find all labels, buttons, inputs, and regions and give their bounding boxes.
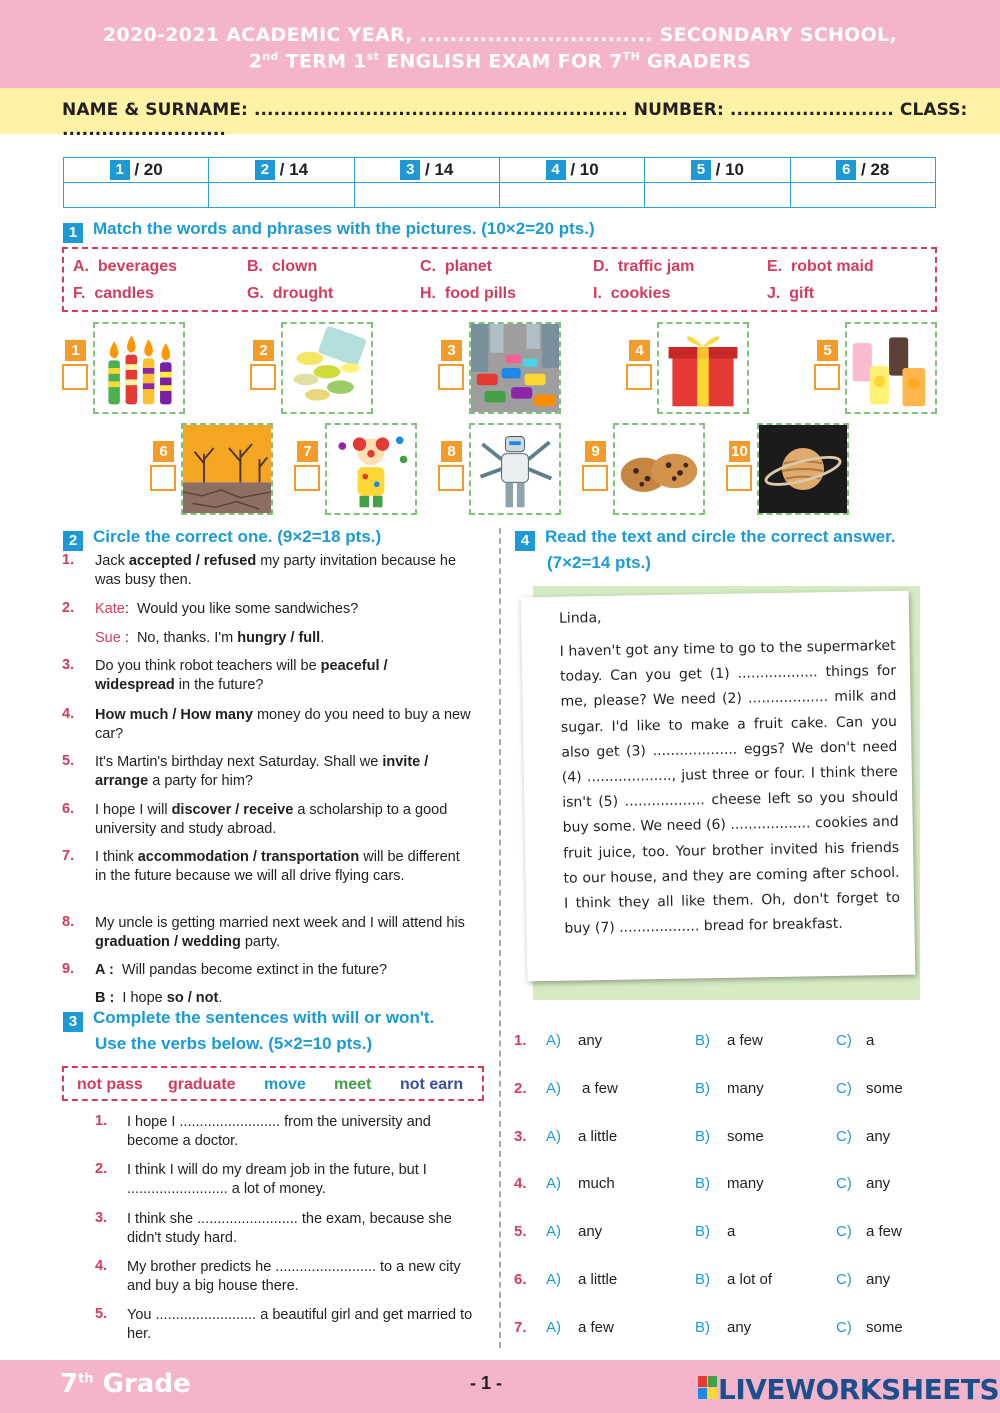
s3-question-3[interactable]: I think she ......................... the exam, because she didn't study hard. xyxy=(127,1211,452,1246)
exam-header xyxy=(0,0,1000,88)
candles-picture xyxy=(93,322,185,414)
header-line-2: 2nd TERM 1st ENGLISH EXAM FOR 7TH GRADERS xyxy=(248,50,752,73)
answer-number-3: 3. xyxy=(514,1128,527,1145)
answer-2-b[interactable]: many xyxy=(727,1080,764,1097)
s2-question-number-5: 5. xyxy=(62,753,75,769)
s2-question-number-4: 4. xyxy=(62,706,75,722)
s3-question-number-1: 1. xyxy=(95,1113,108,1129)
answer-1-b[interactable]: a few xyxy=(727,1032,763,1049)
s2-question-1: Jack accepted / refused my party invitation because he was busy then. xyxy=(95,553,457,588)
word-a: A. beverages xyxy=(73,258,178,275)
s3-question-number-3: 3. xyxy=(95,1210,108,1226)
gift-picture xyxy=(657,322,749,414)
s2-question-number-9: 9. xyxy=(62,961,75,977)
score-cell-2[interactable] xyxy=(209,183,354,208)
answer-box-2[interactable] xyxy=(250,364,276,390)
s3-question-number-5: 5. xyxy=(95,1306,108,1322)
liveworksheets-logo[interactable]: LIVEWORKSHEETS xyxy=(718,1373,1000,1406)
s2-question-number-8: 8. xyxy=(62,914,75,930)
verb-not-pass: not pass xyxy=(77,1076,143,1093)
option-label-a: A) xyxy=(546,1032,561,1049)
score-header-1: 1 / 20 xyxy=(64,158,209,183)
liveworksheets-icon xyxy=(698,1376,718,1400)
s2-question-number-7: 7. xyxy=(62,848,75,864)
score-cell-1[interactable] xyxy=(64,183,209,208)
s2-question-9-line-1: A : Will pandas become extinct in the future? xyxy=(95,962,388,978)
word-c: C. planet xyxy=(420,258,493,275)
answer-4-a[interactable]: much xyxy=(578,1175,615,1192)
answer-box-4[interactable] xyxy=(626,364,652,390)
answer-box-3[interactable] xyxy=(438,364,464,390)
word-d: D. traffic jam xyxy=(593,258,695,275)
answer-7-c[interactable]: some xyxy=(866,1319,903,1336)
score-header-5: 5 / 10 xyxy=(645,158,790,183)
traffic-jam-picture xyxy=(469,322,561,414)
student-info-fields[interactable]: NAME & SURNAME: ......................................................... NUMBER: ......................... CLASS: ......................... xyxy=(62,100,968,140)
answer-number-6: 6. xyxy=(514,1271,527,1288)
answer-box-6[interactable] xyxy=(150,465,176,491)
s2-question-2-line-1: Kate: Would you like some sandwiches? xyxy=(95,601,359,617)
s2-question-number-6: 6. xyxy=(62,801,75,817)
grade-label: 7th Grade xyxy=(60,1369,191,1399)
option-label-c: C) xyxy=(836,1175,852,1192)
answer-number-7: 7. xyxy=(514,1319,527,1336)
word-g: G. drought xyxy=(247,285,334,302)
section-4-title: 4 Read the text and circle the correct answer. (7×2=14 pts.) xyxy=(515,525,896,574)
picture-number-5: 5 xyxy=(817,340,838,361)
answer-1-a[interactable]: any xyxy=(578,1032,603,1049)
answer-3-b[interactable]: some xyxy=(727,1128,764,1145)
letter-greeting: Linda, xyxy=(558,610,602,627)
score-header-6: 6 / 28 xyxy=(790,158,935,183)
score-header-3: 3 / 14 xyxy=(354,158,499,183)
s2-question-8: My uncle is getting married next week and I will attend his graduation / wedding party. xyxy=(95,915,465,950)
answer-2-a[interactable]: a few xyxy=(582,1080,618,1097)
s3-question-1[interactable]: I hope I ......................... from the university and become a doctor. xyxy=(127,1114,431,1149)
picture-number-2: 2 xyxy=(253,340,274,361)
choice[interactable]: discover / receive xyxy=(171,802,294,818)
option-label-c: C) xyxy=(836,1319,852,1336)
word-b: B. clown xyxy=(247,258,318,275)
option-label-b: B) xyxy=(695,1271,710,1288)
option-label-a: A) xyxy=(546,1319,561,1336)
answer-5-c[interactable]: a few xyxy=(866,1223,902,1240)
s2-question-number-1: 1. xyxy=(62,552,75,568)
option-label-c: C) xyxy=(836,1128,852,1145)
drought-picture xyxy=(181,423,273,515)
s3-question-5[interactable]: You ......................... a beautiful girl and get married to her. xyxy=(127,1307,473,1342)
picture-number-1: 1 xyxy=(65,340,86,361)
beverages-picture xyxy=(845,322,937,414)
answer-4-c[interactable]: any xyxy=(866,1175,891,1192)
column-divider xyxy=(499,528,501,1348)
answer-1-c[interactable]: a xyxy=(866,1032,875,1049)
choice[interactable]: How much / How many xyxy=(95,707,253,723)
student-info-bar xyxy=(0,88,1000,140)
answer-3-c[interactable]: any xyxy=(866,1128,891,1145)
s2-question-5: It's Martin's birthday next Saturday. Shall we invite / arrange a party for him? xyxy=(95,754,429,789)
s2-question-number-3: 3. xyxy=(62,657,75,673)
answer-box-8[interactable] xyxy=(438,465,464,491)
s2-question-number-2: 2. xyxy=(62,600,75,616)
score-table xyxy=(63,157,936,208)
s2-question-4: How much / How many money do you need to buy a new car? xyxy=(95,707,471,742)
answer-box-1[interactable] xyxy=(62,364,88,390)
choice[interactable]: so / not xyxy=(166,990,219,1006)
score-cell-3[interactable] xyxy=(354,183,499,208)
option-label-a: A) xyxy=(546,1271,561,1288)
word-f: F. candles xyxy=(73,285,154,302)
answer-number-5: 5. xyxy=(514,1223,527,1240)
word-h: H. food pills xyxy=(420,285,516,302)
choice[interactable]: accepted / refused xyxy=(128,553,257,569)
page-footer xyxy=(0,1360,1000,1413)
verb-bank xyxy=(62,1066,484,1101)
s2-question-7: I think accommodation / transportation will be different in the future because we will all drive flying cars. xyxy=(95,849,460,884)
option-label-a: A) xyxy=(546,1128,561,1145)
option-label-c: C) xyxy=(836,1223,852,1240)
picture-number-3: 3 xyxy=(441,340,462,361)
answer-5-a[interactable]: any xyxy=(578,1223,603,1240)
s3-question-number-2: 2. xyxy=(95,1161,108,1177)
section-2-title: 2 Circle the correct one. (9×2=18 pts.) xyxy=(63,525,381,551)
word-e: E. robot maid xyxy=(767,258,874,275)
picture-number-4: 4 xyxy=(629,340,650,361)
choice[interactable]: invite / arrange xyxy=(95,754,429,789)
s2-question-6: I hope I will discover / receive a scholarship to a good university and study abroad. xyxy=(95,802,448,837)
option-label-c: C) xyxy=(836,1271,852,1288)
word-j: J. gift xyxy=(767,285,815,302)
option-label-a: A) xyxy=(546,1223,561,1240)
answer-number-4: 4. xyxy=(514,1175,527,1192)
page-number: - 1 - xyxy=(470,1373,503,1393)
picture-number-8: 8 xyxy=(441,441,462,462)
score-cell-6[interactable] xyxy=(790,183,935,208)
letter-note xyxy=(521,591,916,982)
planet-picture xyxy=(757,423,849,515)
option-label-b: B) xyxy=(695,1032,710,1049)
picture-number-9: 9 xyxy=(585,441,606,462)
option-label-b: B) xyxy=(695,1128,710,1145)
option-label-c: C) xyxy=(836,1032,852,1049)
answer-box-5[interactable] xyxy=(814,364,840,390)
section-1-title: 1 Match the words and phrases with the pictures. (10×2=20 pts.) xyxy=(63,217,595,243)
option-label-b: B) xyxy=(695,1175,710,1192)
score-header-2: 2 / 14 xyxy=(209,158,354,183)
answer-box-9[interactable] xyxy=(582,465,608,491)
option-label-a: A) xyxy=(546,1175,561,1192)
answer-7-b[interactable]: any xyxy=(727,1319,752,1336)
s2-question-3: Do you think robot teachers will be peaceful / widespread in the future? xyxy=(95,658,388,693)
option-label-b: B) xyxy=(695,1080,710,1097)
answer-7-a[interactable]: a few xyxy=(578,1319,614,1336)
answer-3-a[interactable]: a little xyxy=(578,1128,618,1145)
answer-box-7[interactable] xyxy=(294,465,320,491)
picture-number-7: 7 xyxy=(297,441,318,462)
score-cell-4[interactable] xyxy=(499,183,644,208)
option-label-b: B) xyxy=(695,1223,710,1240)
answer-2-c[interactable]: some xyxy=(866,1080,903,1097)
cookies-picture xyxy=(613,423,705,515)
picture-number-6: 6 xyxy=(153,441,174,462)
option-label-b: B) xyxy=(695,1319,710,1336)
answer-6-b[interactable]: a lot of xyxy=(727,1271,773,1288)
answer-4-b[interactable]: many xyxy=(727,1175,764,1192)
score-header-4: 4 / 10 xyxy=(499,158,644,183)
choice[interactable]: accommodation / transportation xyxy=(137,849,360,865)
answer-box-10[interactable] xyxy=(726,465,752,491)
verb-graduate: graduate xyxy=(168,1076,236,1093)
clown-picture xyxy=(325,423,417,515)
answer-number-2: 2. xyxy=(514,1080,527,1097)
choice[interactable]: hungry / full xyxy=(237,630,321,646)
letter-body: I haven't got any time to go to the supermarket today. Can you get (1) .................. things for me, please? We need (2) .................. milk and sugar. I'd like to make a fruit cake. Can you also get (3) ................... eggs? We don't need (4) ..................., just three or four. I think there isn't (5) .................. cheese left so you should buy some. We need (6) .................. cookies and fruit juice, too. Your brother invited his friends to our house, and they are coming after school. I think they all like them. Oh, don't forget to buy (7) .................. bread for breakfast. xyxy=(559,637,901,937)
option-label-a: A) xyxy=(546,1080,561,1097)
verb-not-earn: not earn xyxy=(400,1076,464,1093)
picture-number-10: 10 xyxy=(729,441,750,462)
answer-6-c[interactable]: any xyxy=(866,1271,891,1288)
food-pills-picture xyxy=(281,322,373,414)
s2-question-9-line-2: B : I hope so / not. xyxy=(95,990,223,1006)
s2-question-2-line-2: Sue : No, thanks. I'm hungry / full. xyxy=(95,630,325,646)
section-3-title: 3 Complete the sentences with will or won't. Use the verbs below. (5×2=10 pts.) xyxy=(63,1006,434,1055)
verb-meet: meet xyxy=(334,1076,372,1093)
s3-question-number-4: 4. xyxy=(95,1258,108,1274)
s3-question-4[interactable]: My brother predicts he ......................... to a new city and buy a big house there. xyxy=(127,1259,461,1294)
word-i: I. cookies xyxy=(593,285,671,302)
score-cell-5[interactable] xyxy=(645,183,790,208)
choice[interactable]: peaceful / widespread xyxy=(95,658,388,693)
header-line-1: 2020-2021 ACADEMIC YEAR, ............................... SECONDARY SCHOOL, xyxy=(103,24,897,46)
answer-6-a[interactable]: a little xyxy=(578,1271,618,1288)
word-bank xyxy=(62,247,937,312)
choice[interactable]: graduation / wedding xyxy=(95,934,241,950)
s3-question-2[interactable]: I think I will do my dream job in the future, but I ......................... a lot of money. xyxy=(127,1162,427,1197)
verb-move: move xyxy=(264,1076,306,1093)
answer-5-b[interactable]: a xyxy=(727,1223,736,1240)
option-label-c: C) xyxy=(836,1080,852,1097)
robot-maid-picture xyxy=(469,423,561,515)
answer-number-1: 1. xyxy=(514,1032,527,1049)
